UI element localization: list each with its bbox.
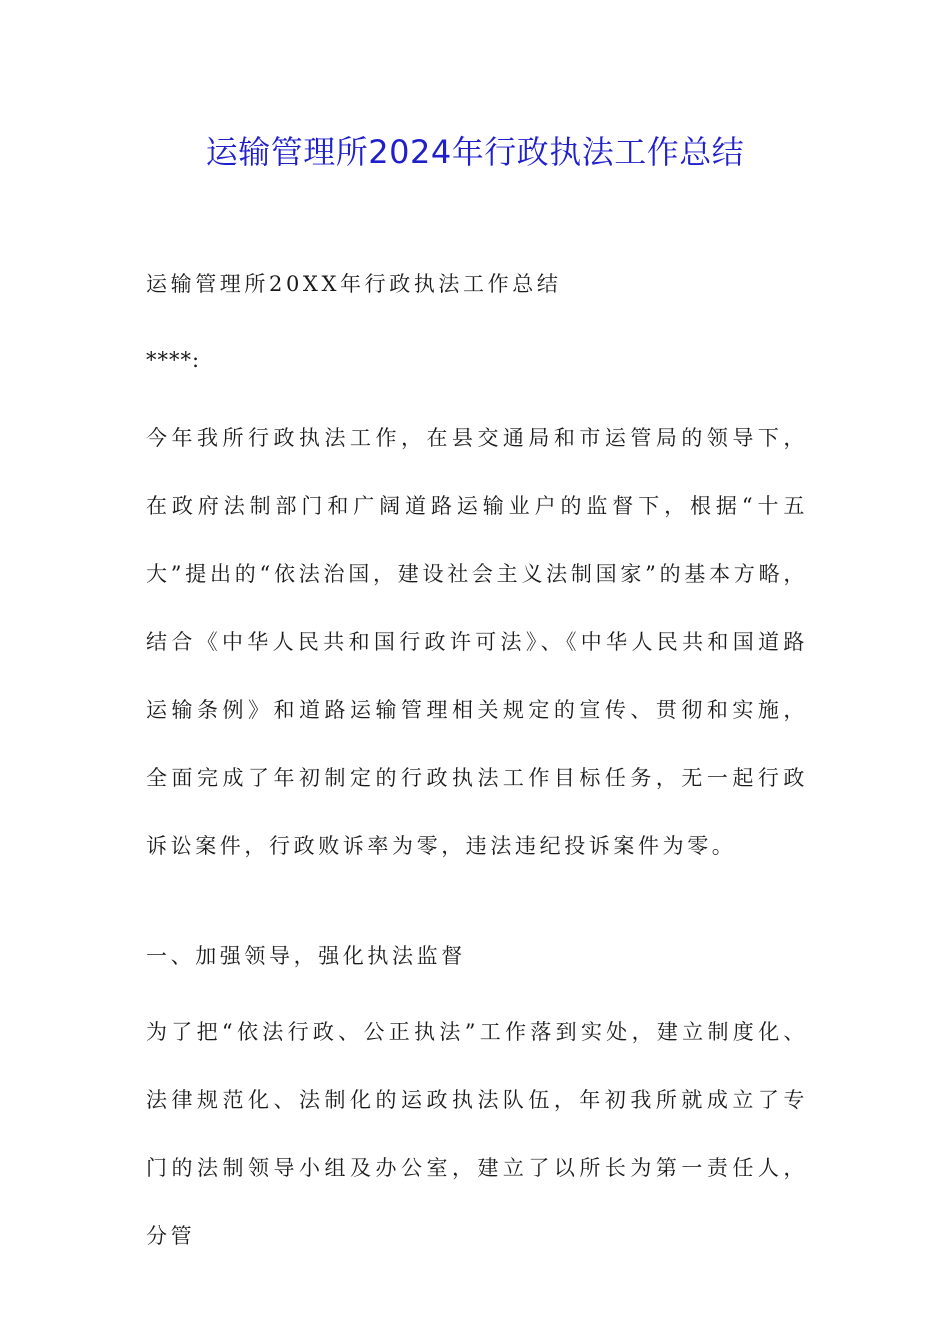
paragraph-section-1: 为了把“依法行政、公正执法”工作落到实处，建立制度化、法律规范化、法制化的运政执法队伍，年初我所就成立了专门的法制领导小组及办公室，建立了以所长为第一责任人，分管 <box>146 1020 808 1248</box>
paragraph-intro: 今年我所行政执法工作，在县交通局和市运管局的领导下，在政府法制部门和广阔道路运输业户的监督下，根据“十五大”提出的“依法治国，建设社会主义法制国家”的基本方略，结合《中华人民共和国行政许可法》、《中华人民共和国道路运输条例》和道路运输管理相关规定的宣传、贯彻和实施，全面完成了年初制定的行政执法工作目标任务，无一起行政诉讼案件，行政败诉率为零，违法违纪投诉案件为零。 <box>146 426 808 858</box>
document-subtitle: 运输管理所20XX年行政执法工作总结 <box>146 272 562 296</box>
section-heading-1: 一、加强领导，强化执法监督 <box>146 944 466 968</box>
document-body <box>146 0 806 1344</box>
salutation: ****: <box>146 348 201 372</box>
document-title: 运输管理所2024年行政执法工作总结 <box>205 133 745 171</box>
